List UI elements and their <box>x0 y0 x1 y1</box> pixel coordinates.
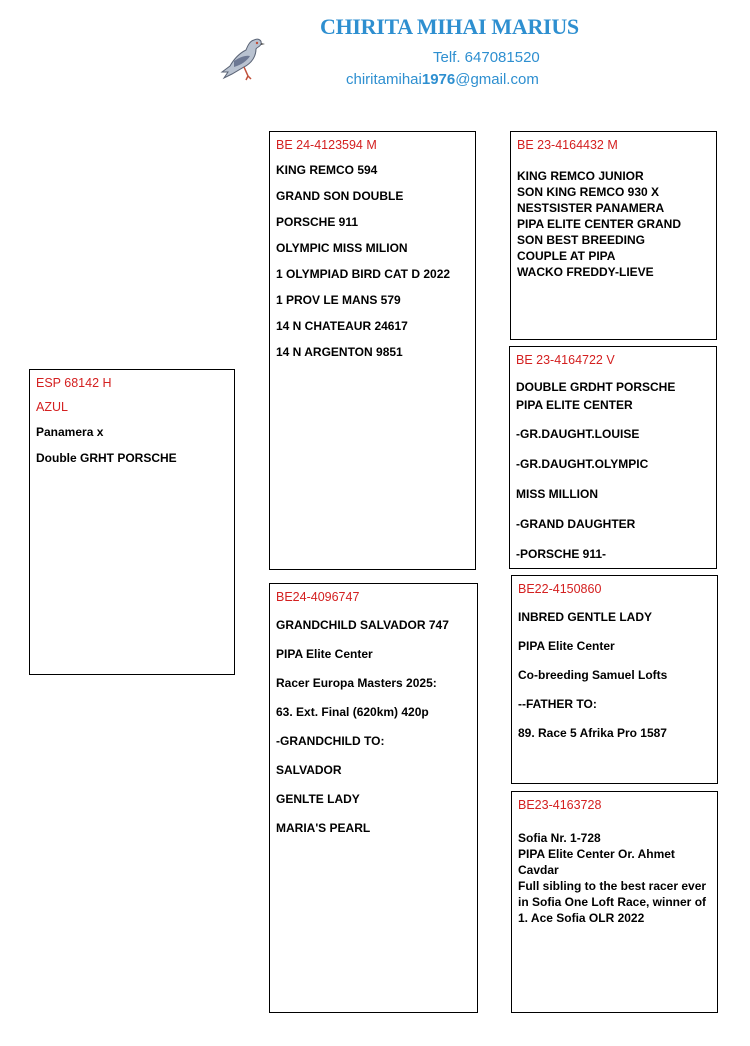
info-line: MISS MILLION <box>516 487 598 501</box>
info-line: KING REMCO JUNIOR <box>517 169 644 183</box>
info-line: WACKO FREDDY-LIEVE <box>517 265 654 279</box>
info-line: -GRANDCHILD TO: <box>276 734 385 748</box>
ring-number: BE22-4150860 <box>518 582 602 596</box>
pedigree-box-sire <box>269 131 476 570</box>
info-line: KING REMCO 594 <box>276 163 378 177</box>
ring-number: BE 23-4164722 V <box>516 353 615 367</box>
info-line: 14 N CHATEAUR 24617 <box>276 319 408 333</box>
breeder-phone: Telf. 647081520 <box>433 49 540 66</box>
info-line: PIPA ELITE CENTER GRAND <box>517 217 682 231</box>
pedigree-box-subject <box>29 369 235 675</box>
info-line: 1 OLYMPIAD BIRD CAT D 2022 <box>276 267 451 281</box>
info-line: PIPA ELITE CENTER <box>516 398 633 412</box>
info-line: 1 PROV LE MANS 579 <box>276 293 401 307</box>
info-line: Full sibling to the best racer ever in Sofia One Loft Race, winner of <box>518 879 707 909</box>
info-line: 63. Ext. Final (620km) 420p <box>276 705 429 719</box>
pedigree-box-dam-dam <box>511 791 718 1013</box>
info-line: PIPA Elite Center <box>276 647 373 661</box>
info-line: SON BEST BREEDING <box>517 233 646 247</box>
info-line: -GR.DAUGHT.OLYMPIC <box>516 457 649 471</box>
info-line: Co-breeding Samuel Lofts <box>518 668 668 682</box>
info-line: GRANDCHILD SALVADOR 747 <box>276 618 449 632</box>
info-line: -GR.DAUGHT.LOUISE <box>516 427 640 441</box>
info-line: DOUBLE GRDHT PORSCHE <box>516 380 676 394</box>
info-line: 89. Race 5 Afrika Pro 1587 <box>518 726 667 740</box>
info-line: MARIA'S PEARL <box>276 821 371 835</box>
info-line: Racer Europa Masters 2025: <box>276 676 437 690</box>
info-line: 14 N ARGENTON 9851 <box>276 345 403 359</box>
info-line: NESTSISTER PANAMERA <box>517 201 665 215</box>
info-line: Sofia Nr. 1-728 <box>518 831 601 845</box>
info-line: Panamera x <box>36 425 104 439</box>
pigeon-logo-icon <box>220 34 266 82</box>
info-line: GRAND SON DOUBLE <box>276 189 404 203</box>
ring-number: BE24-4096747 <box>276 590 360 604</box>
pedigree-box-sire-dam <box>509 346 717 569</box>
info-line: PIPA Elite Center Or. Ahmet Cavdar <box>518 847 675 877</box>
info-line: -PORSCHE 911- <box>516 547 607 561</box>
info-line: 1. Ace Sofia OLR 2022 <box>518 911 645 925</box>
pedigree-box-dam-sire <box>511 575 718 784</box>
info-line: OLYMPIC MISS MILION <box>276 241 408 255</box>
email-user: chiritamihai <box>346 71 422 88</box>
pedigree-box-dam <box>269 583 478 1013</box>
ring-number: ESP 68142 H <box>36 376 112 390</box>
breeder-email[interactable] <box>346 71 539 88</box>
pedigree-box-sire-sire <box>510 131 717 340</box>
info-line: -GRAND DAUGHTER <box>516 517 636 531</box>
email-domain: @gmail.com <box>455 71 539 88</box>
email-digits: 1976 <box>421 71 456 88</box>
info-line: INBRED GENTLE LADY <box>518 610 653 624</box>
info-line: Double GRHT PORSCHE <box>36 451 177 465</box>
color-label: AZUL <box>36 400 68 414</box>
ring-number: BE 24-4123594 M <box>276 138 377 152</box>
info-line: GENLTE LADY <box>276 792 360 806</box>
ring-number: BE 23-4164432 M <box>517 138 618 152</box>
ring-number: BE23-4163728 <box>518 798 602 812</box>
info-line: SALVADOR <box>276 763 342 777</box>
info-line: COUPLE AT PIPA <box>517 249 616 263</box>
info-line: PORSCHE 911 <box>276 215 359 229</box>
info-line: --FATHER TO: <box>518 697 597 711</box>
breeder-name: CHIRITA MIHAI MARIUS <box>320 14 579 39</box>
info-line: PIPA Elite Center <box>518 639 615 653</box>
info-line: SON KING REMCO 930 X <box>517 185 660 199</box>
